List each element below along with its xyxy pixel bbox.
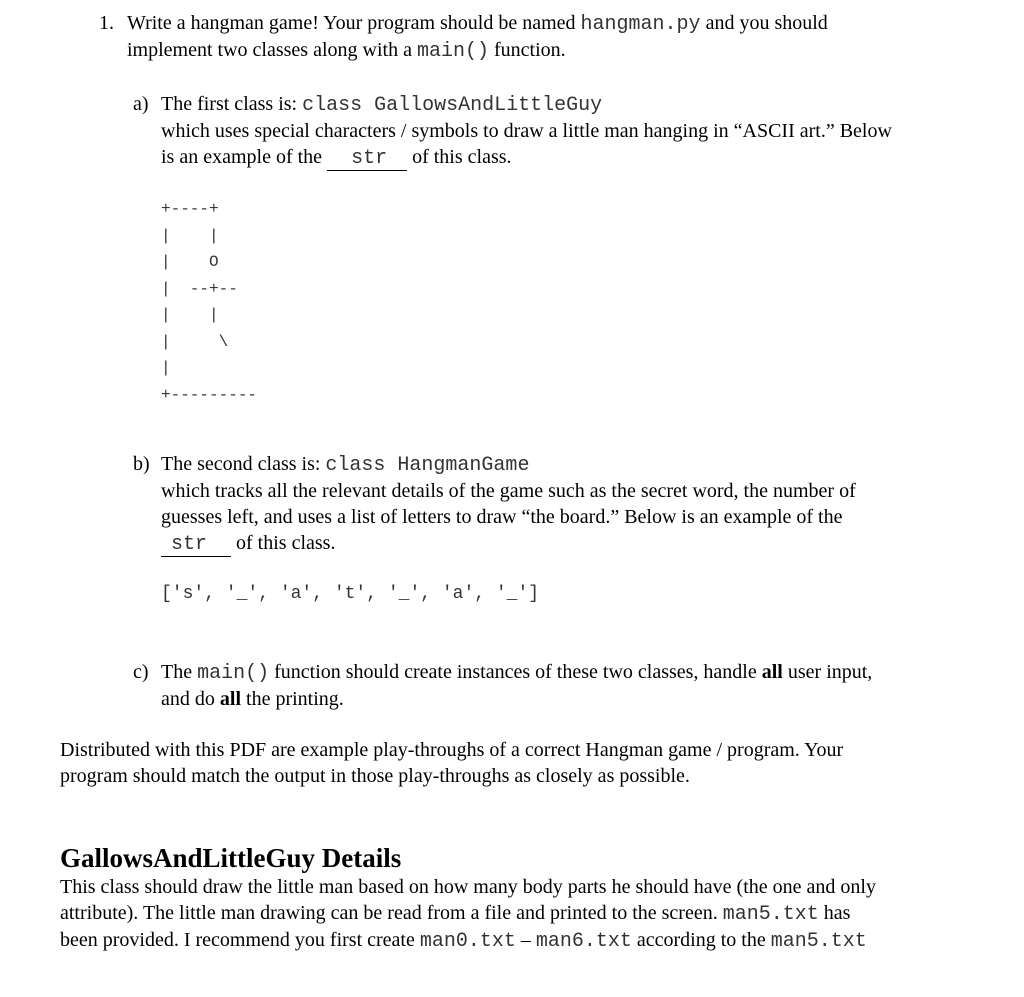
part-b-line-4 (161, 530, 335, 557)
text-run: The second class is: (161, 453, 326, 475)
part-b-line-2: which tracks all the relevant details of the game such as the secret word, the number of (161, 480, 856, 502)
class-declaration-code: class GallowsAndLittleGuy (302, 94, 603, 117)
text-run: has (818, 902, 851, 924)
section-heading: GallowsAndLittleGuy Details (60, 843, 402, 873)
filename-code: man0.txt (419, 930, 516, 953)
part-b-label: b) (133, 453, 150, 475)
class-declaration-code: class HangmanGame (325, 454, 530, 477)
distributed-line-2: program should match the output in those play-throughs as closely as possible. (60, 765, 690, 787)
text-run: user input, (782, 661, 873, 683)
text-run: is an example of the (161, 146, 328, 168)
text-run: – (515, 929, 536, 951)
filename-code: man6.txt (535, 930, 632, 953)
board-example: ['s', '_', 'a', 't', '_', 'a', '_'] (161, 584, 540, 604)
main-function-code: main() (197, 662, 270, 685)
filename-code: man5.txt (722, 903, 819, 926)
part-a-line-2: which uses special characters / symbols to draw a little man hanging in “ASCII art.” Below (161, 120, 892, 142)
filename-code: hangman.py (580, 13, 701, 36)
text-run: function. (488, 39, 566, 61)
main-function-code: main() (416, 40, 489, 63)
text-run: function should create instances of these two classes, handle (269, 661, 762, 683)
part-b-line-1 (161, 451, 529, 479)
text-run: The (161, 661, 198, 683)
dunder-str (327, 146, 407, 171)
part-a-line-1 (161, 91, 602, 119)
details-line-3 (60, 927, 867, 955)
part-c-line-1 (161, 659, 872, 687)
emphasis: all (219, 688, 242, 710)
text-run: Write a hangman game! Your program should be named (127, 12, 581, 34)
question-line-1 (127, 10, 828, 38)
text-run: implement two classes along with a (127, 39, 417, 61)
text-run: the printing. (241, 688, 344, 710)
distributed-line-1: Distributed with this PDF are example play-throughs of a correct Hangman game / program. Your (60, 739, 844, 761)
text-run: The first class is: (161, 93, 303, 115)
text-run: of this class. (231, 532, 336, 554)
text-run: been provided. I recommend you first create (60, 929, 420, 951)
text-run: according to the (631, 929, 771, 951)
part-a-label: a) (133, 93, 149, 115)
part-a-line-3 (161, 144, 512, 171)
text-run: and do (161, 688, 220, 710)
text-run: and you should (700, 12, 828, 34)
filename-code: man5.txt (770, 930, 867, 953)
part-c-line-2 (161, 686, 344, 712)
part-c-label: c) (133, 661, 149, 683)
str-method-code: str (171, 533, 208, 556)
question-line-2 (127, 37, 566, 65)
str-method-code: str (351, 147, 388, 170)
details-line-2 (60, 900, 850, 928)
question-number: 1. (99, 12, 114, 34)
details-line-1: This class should draw the little man based on how many body parts he should have (the one and only (60, 876, 876, 898)
text-run: attribute). The little man drawing can be read from a file and printed to the screen. (60, 902, 723, 924)
text-run: of this class. (407, 146, 512, 168)
ascii-art-hangman: +----+ | | | O | --+-- | | | \ | +--------- (161, 200, 258, 404)
dunder-str (161, 532, 231, 557)
part-b-line-3: guesses left, and uses a list of letters to draw “the board.” Below is an example of the (161, 506, 843, 528)
emphasis: all (761, 661, 783, 683)
